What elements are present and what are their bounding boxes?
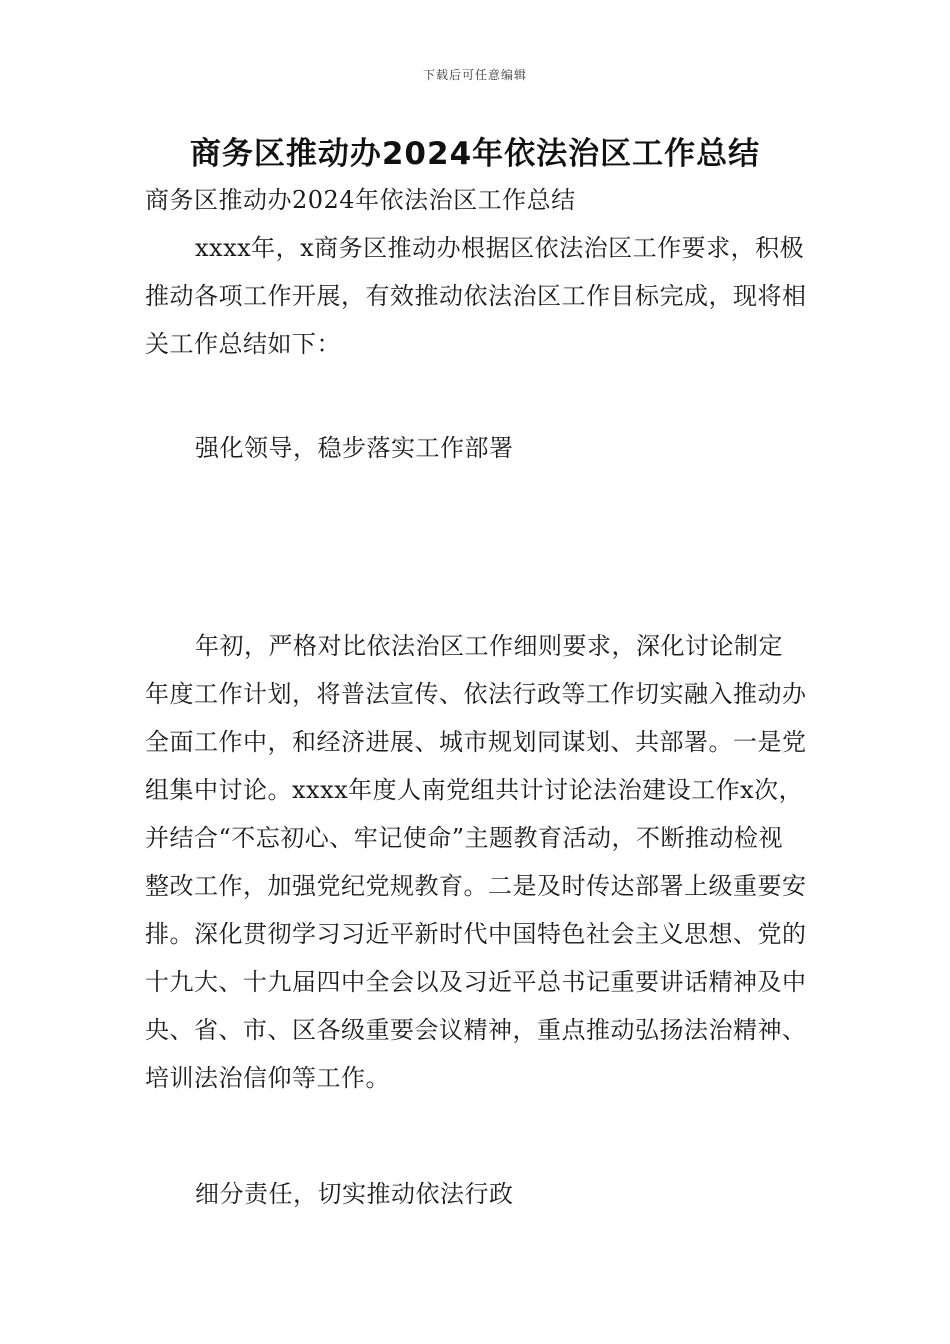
section-heading-responsibility: 细分责任，切实推动依法行政 bbox=[195, 1180, 514, 1208]
document-subtitle: 商务区推动办2024年依法治区工作总结 bbox=[145, 186, 576, 214]
document-title: 商务区推动办2024年依法治区工作总结 bbox=[189, 136, 761, 172]
section-body-leadership: 年初，严格对比依法治区工作细则要求，深化讨论制定年度工作计划，将普法宣传、依法行政等工作切实融入推动办全面工作中，和经济进展、城市规划同谋划、共部署。一是党组集中讨论。xxxx年度人南党组共计讨论法治建设工作x次，并结合“不忘初心、牢记使命”主题教育活动，不断推动检视整改工作，加强党纪党规教育。二是及时传达部署上级重要安排。深化贯彻学习习近平新时代中国特色社会主义思想、党的十九大、十九届四中全会以及习近平总书记重要讲话精神及中央、省、市、区各级重要会议精神，重点推动弘扬法治精神、培训法治信仰等工作。 bbox=[145, 632, 807, 1092]
section-heading-leadership: 强化领导，稳步落实工作部署 bbox=[195, 434, 514, 462]
page-header-note: 下载后可任意编辑 bbox=[422, 68, 527, 82]
intro-paragraph: xxxx年，x商务区推动办根据区依法治区工作要求，积极推动各项工作开展，有效推动依法治区工作目标完成，现将相关工作总结如下： bbox=[145, 234, 807, 358]
